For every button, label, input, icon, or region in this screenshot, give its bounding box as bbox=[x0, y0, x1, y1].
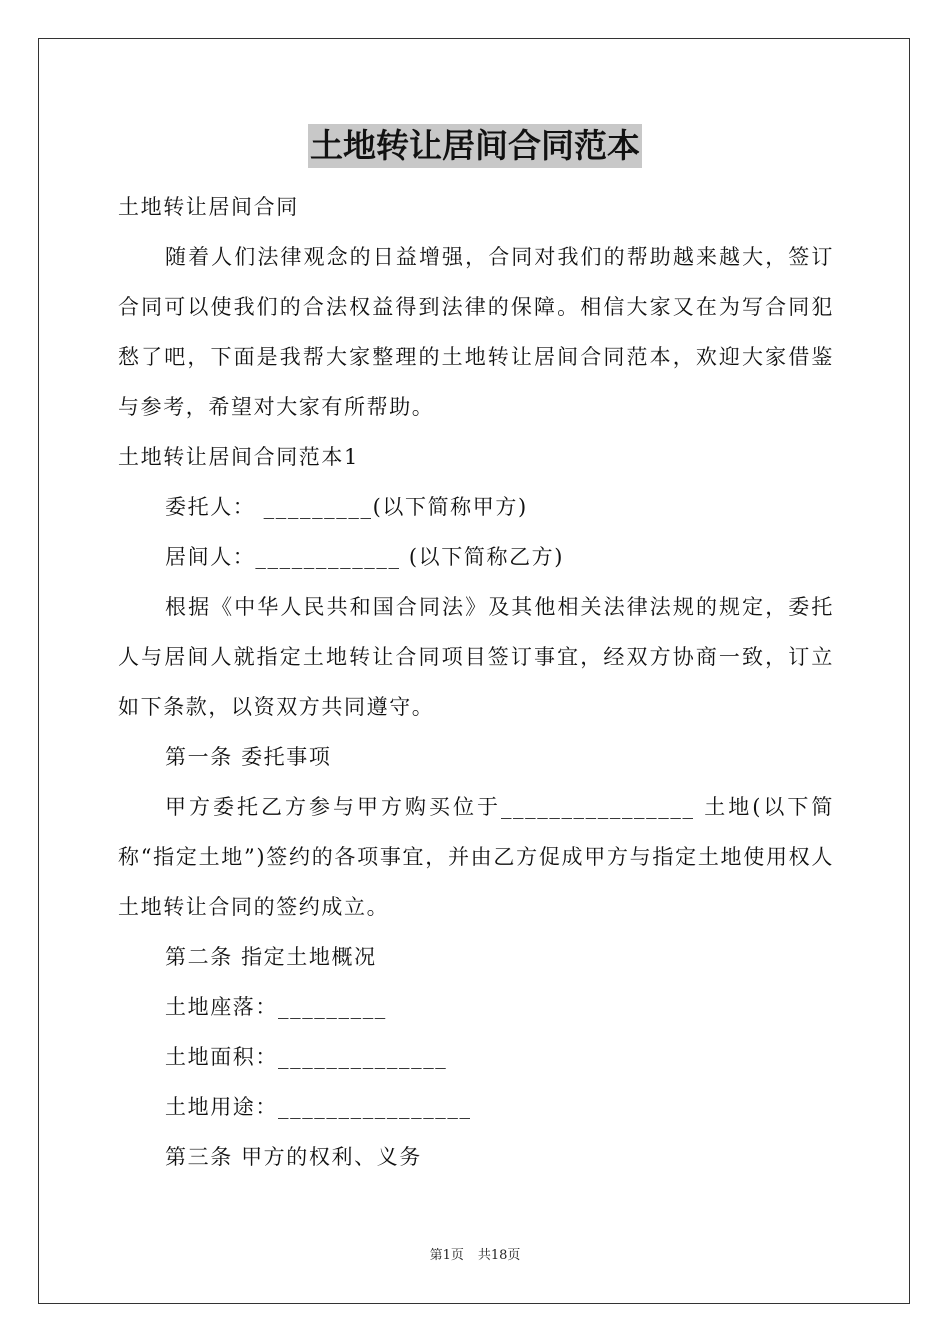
page-number: 第1页 bbox=[429, 1248, 464, 1263]
client-line: 委托人： _________(以下简称甲方) bbox=[165, 495, 528, 519]
document-title: 土地转让居间合同范本 bbox=[308, 124, 642, 168]
page-footer bbox=[0, 1246, 950, 1266]
article-2-heading: 第二条 指定土地概况 bbox=[165, 945, 377, 969]
document-body bbox=[118, 182, 834, 1182]
preamble-paragraph: 根据《中华人民共和国合同法》及其他相关法律法规的规定，委托人与居间人就指定土地转让合同项目签订事宜，经双方协商一致，订立如下条款，以资双方共同遵守。 bbox=[118, 595, 834, 719]
article-1-body: 甲方委托乙方参与甲方购买位于________________ 土地(以下简称“指定土地”)签约的各项事宜，并由乙方促成甲方与指定土地使用权人土地转让合同的签约成立。 bbox=[118, 795, 834, 919]
land-area-line: 土地面积：______________ bbox=[165, 1045, 448, 1069]
article-1-heading: 第一条 委托事项 bbox=[165, 745, 332, 769]
land-use-line: 土地用途：________________ bbox=[165, 1095, 472, 1119]
land-location-line: 土地座落：_________ bbox=[165, 995, 387, 1019]
title-container bbox=[0, 124, 950, 168]
article-3-heading: 第三条 甲方的权利、义务 bbox=[165, 1145, 422, 1169]
intro-paragraph: 随着人们法律观念的日益增强，合同对我们的帮助越来越大，签订合同可以使我们的合法权益得到法律的保障。相信大家又在为写合同犯愁了吧，下面是我帮大家整理的土地转让居间合同范本，欢迎大家借鉴与参考，希望对大家有所帮助。 bbox=[118, 245, 834, 419]
broker-line: 居间人：____________ (以下简称乙方) bbox=[165, 545, 565, 569]
section-heading: 土地转让居间合同范本1 bbox=[118, 445, 359, 469]
subtitle-paragraph: 土地转让居间合同 bbox=[118, 195, 299, 219]
page-total: 共18页 bbox=[477, 1248, 521, 1263]
